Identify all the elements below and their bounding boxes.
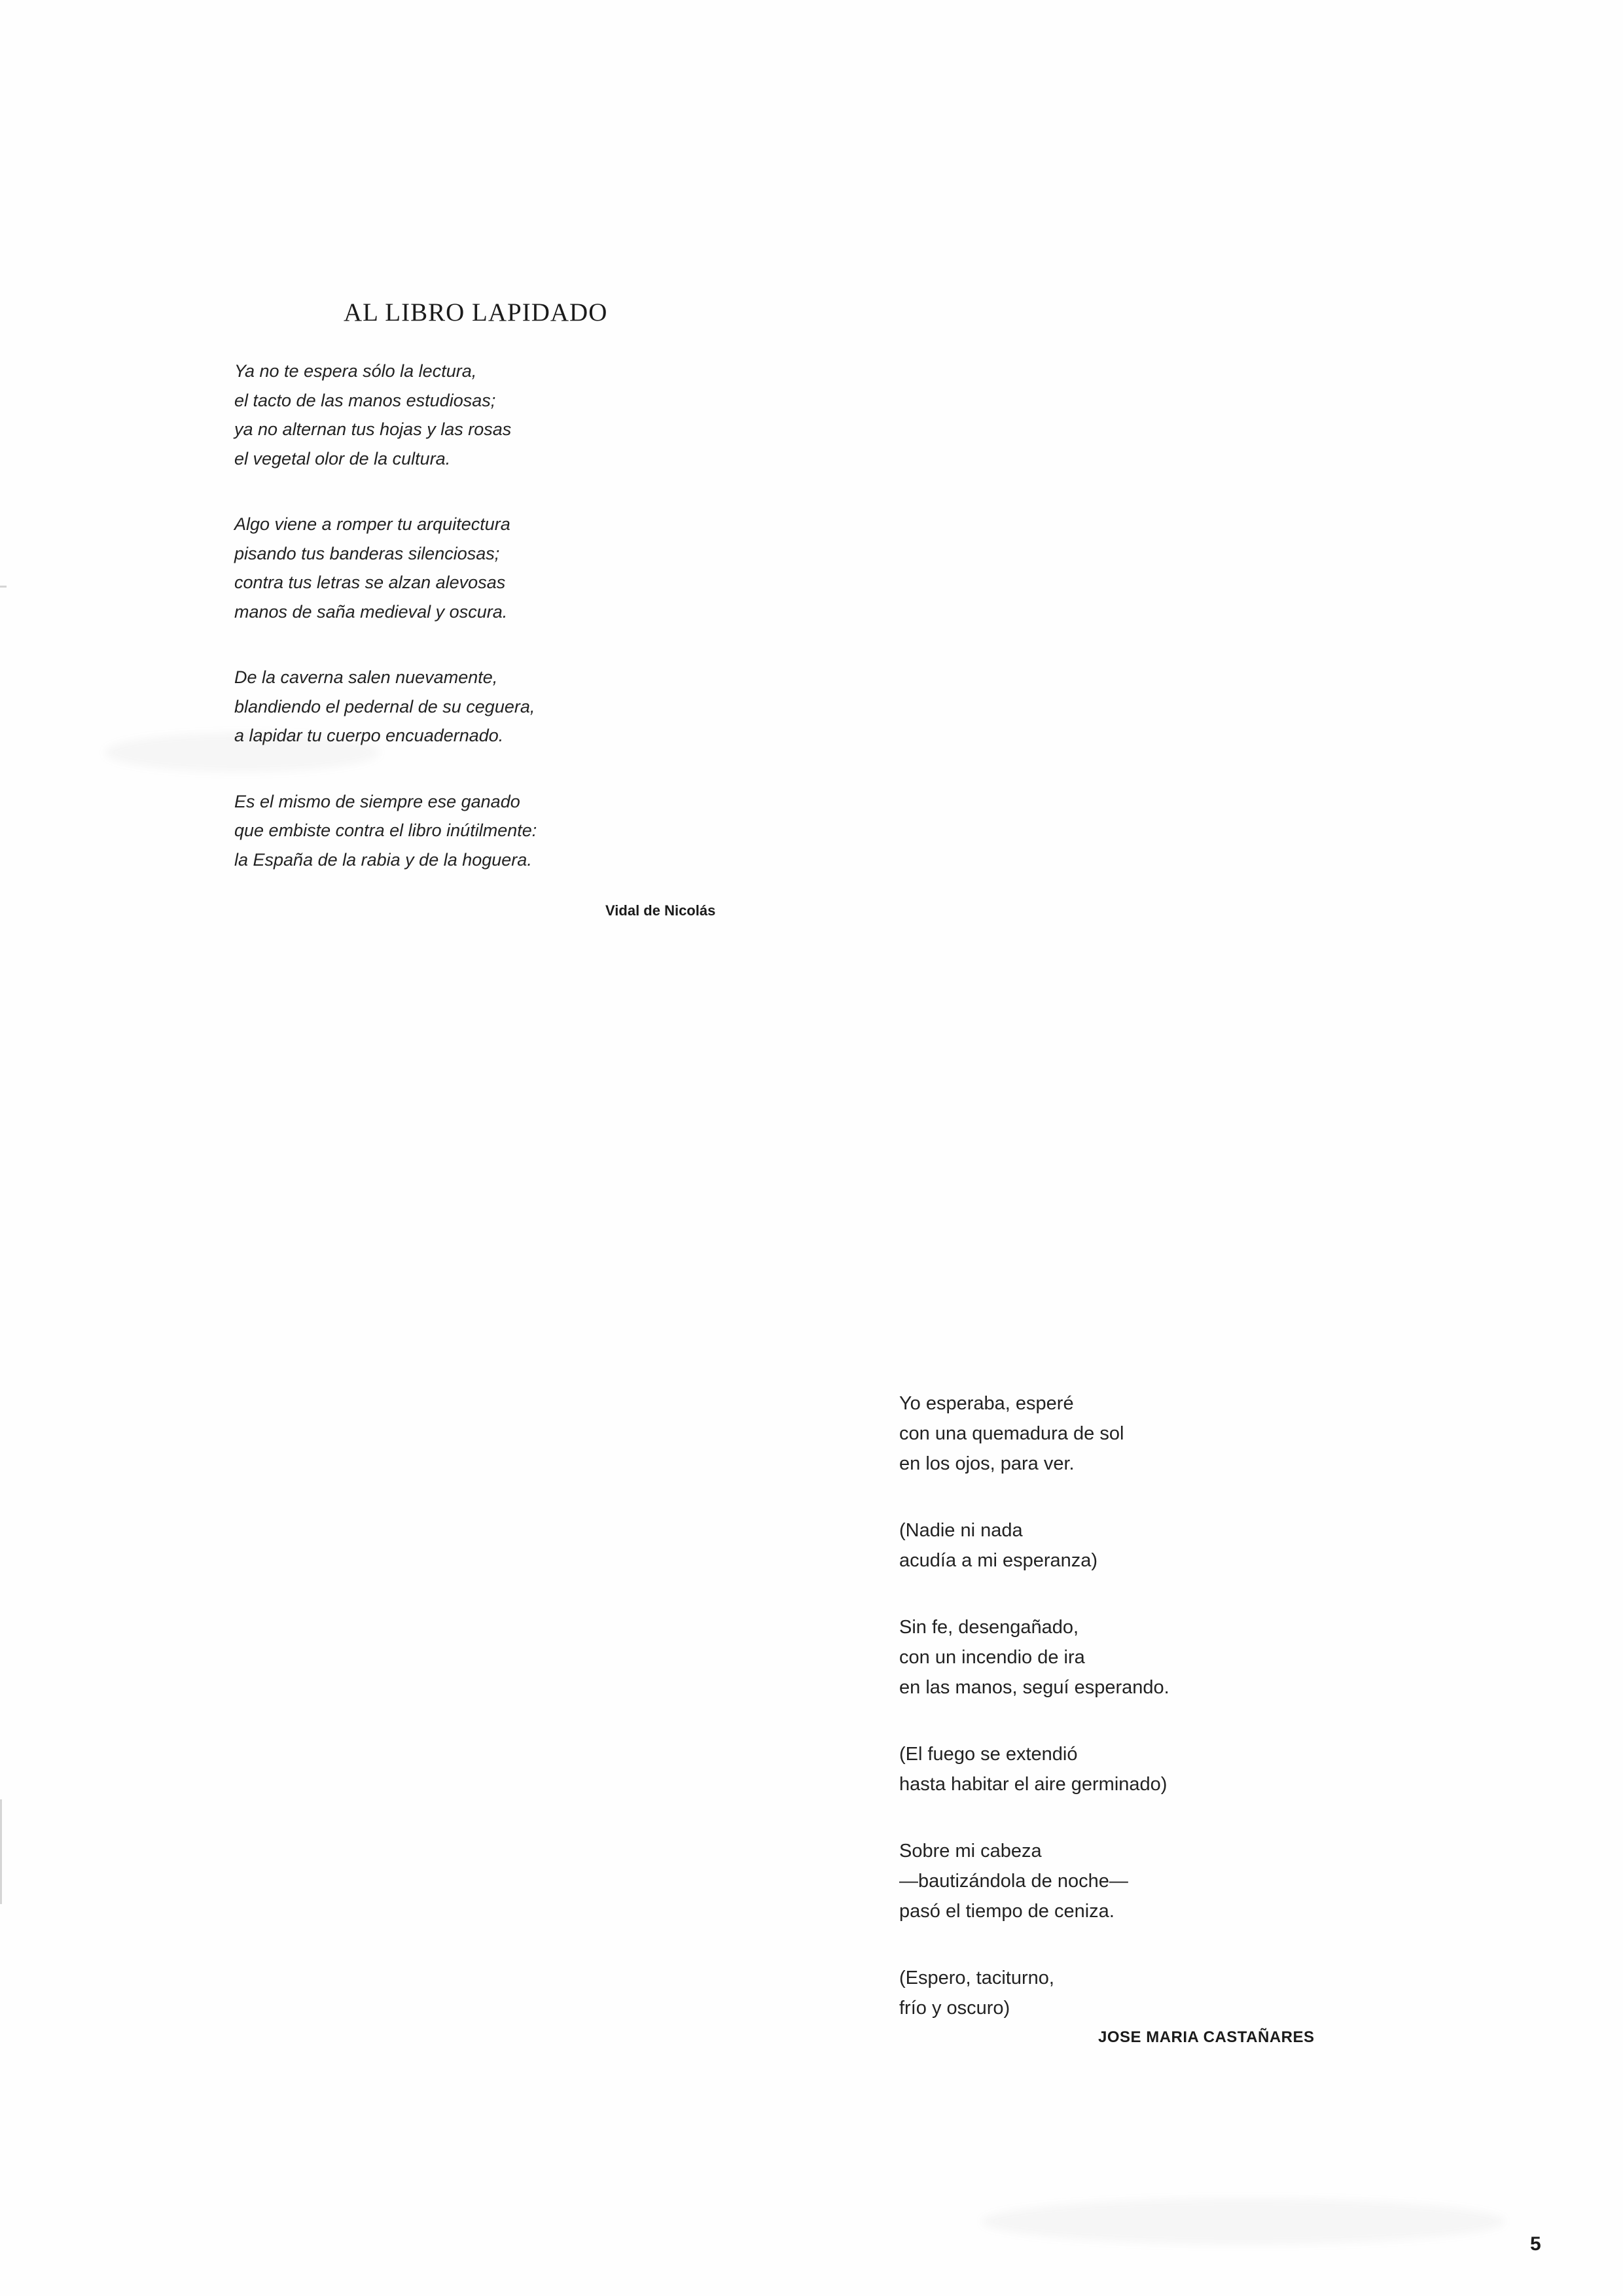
poem-title: AL LIBRO LAPIDADO bbox=[344, 298, 608, 327]
poem-two-author: JOSE MARIA CASTAÑARES bbox=[1098, 2028, 1315, 2046]
scan-smudge bbox=[982, 2199, 1505, 2244]
poem-line: (Nadie ni nada bbox=[899, 1520, 1023, 1541]
poem-line: ya no alternan tus hojas y las rosas bbox=[234, 419, 512, 439]
poem-line: el vegetal olor de la cultura. bbox=[234, 448, 451, 468]
poem-two-stanza bbox=[899, 1388, 1357, 1479]
poem-line: con un incendio de ira bbox=[899, 1647, 1085, 1668]
poem-line: Algo viene a romper tu arquitectura bbox=[234, 514, 510, 534]
poem-line: pisando tus banderas silenciosas; bbox=[234, 543, 500, 563]
poem-one-stanza bbox=[234, 787, 732, 875]
poem-one-stanza bbox=[234, 663, 732, 751]
poem-two-stanza bbox=[899, 1963, 1357, 2023]
poem-one-body bbox=[234, 357, 732, 911]
poem-line: acudía a mi esperanza) bbox=[899, 1550, 1098, 1571]
poem-two-body bbox=[899, 1388, 1357, 2060]
poem-one-stanza bbox=[234, 510, 732, 626]
poem-line: a lapidar tu cuerpo encuadernado. bbox=[234, 726, 504, 745]
poem-line: Es el mismo de siempre ese ganado bbox=[234, 791, 520, 811]
poem-two-stanza bbox=[899, 1836, 1357, 1926]
page-number: 5 bbox=[1530, 2233, 1541, 2255]
scan-edge-mark bbox=[0, 1799, 2, 1904]
poem-line: —bautizándola de noche— bbox=[899, 1871, 1128, 1892]
poem-line: hasta habitar el aire germinado) bbox=[899, 1774, 1168, 1795]
poem-line: frío y oscuro) bbox=[899, 1998, 1010, 2019]
poem-line: que embiste contra el libro inútilmente: bbox=[234, 821, 537, 840]
poem-line: contra tus letras se alzan alevosas bbox=[234, 573, 506, 592]
poem-line: De la caverna salen nuevamente, bbox=[234, 667, 498, 687]
poem-line: (Espero, taciturno, bbox=[899, 1968, 1054, 1988]
poem-line: Sobre mi cabeza bbox=[899, 1841, 1042, 1862]
poem-one-author: Vidal de Nicolás bbox=[605, 902, 716, 919]
poem-line: Sin fe, desengañado, bbox=[899, 1617, 1079, 1638]
poem-line: pasó el tiempo de ceniza. bbox=[899, 1901, 1115, 1922]
poem-line: Ya no te espera sólo la lectura, bbox=[234, 361, 477, 381]
poem-line: manos de saña medieval y oscura. bbox=[234, 601, 508, 622]
poem-line: la España de la rabia y de la hoguera. bbox=[234, 849, 532, 870]
scan-edge-mark bbox=[0, 586, 7, 588]
poem-line: el tacto de las manos estudiosas; bbox=[234, 390, 496, 410]
poem-line: en los ojos, para ver. bbox=[899, 1453, 1075, 1474]
poem-two-stanza bbox=[899, 1739, 1357, 1799]
poem-line: Yo esperaba, esperé bbox=[899, 1393, 1074, 1414]
poem-two-stanza bbox=[899, 1612, 1357, 1703]
poem-one-stanza bbox=[234, 357, 732, 473]
poem-line: (El fuego se extendió bbox=[899, 1744, 1078, 1765]
poem-two-stanza bbox=[899, 1515, 1357, 1576]
poem-line: blandiendo el pedernal de su ceguera, bbox=[234, 696, 535, 716]
poem-line: con una quemadura de sol bbox=[899, 1423, 1124, 1444]
poem-line: en las manos, seguí esperando. bbox=[899, 1677, 1169, 1698]
